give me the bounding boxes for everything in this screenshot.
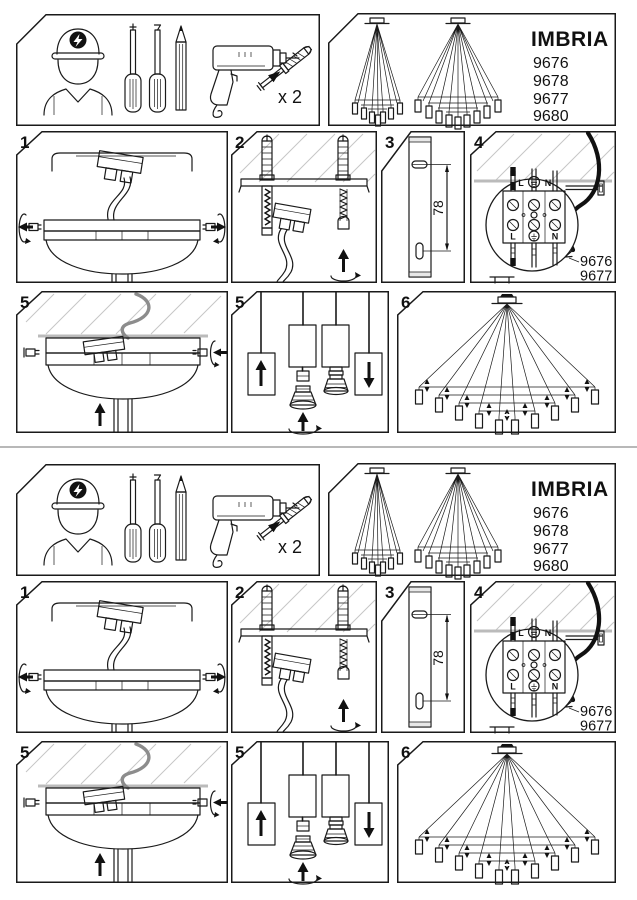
panel-step-2	[231, 581, 377, 733]
step-number: 1	[20, 583, 30, 602]
panel-step-6	[397, 291, 616, 433]
panel-step-2	[231, 131, 377, 283]
brand-title: IMBRIA	[531, 478, 609, 501]
step-number: 5	[235, 293, 245, 312]
panel-step-6	[397, 741, 616, 883]
plug-quantity-label: x 2	[278, 87, 303, 107]
model-number: 9678	[533, 523, 569, 540]
panel-step-1	[16, 131, 228, 283]
neutral-label: N	[551, 681, 559, 692]
step-number: 5	[235, 743, 245, 762]
live-label: L	[510, 231, 516, 242]
step-number: 6	[401, 293, 411, 312]
step-number: 5	[20, 743, 30, 762]
model-number: 9677	[533, 541, 569, 558]
panel-step-3	[381, 131, 465, 283]
model-number: 9677	[580, 268, 613, 285]
live-label: L	[518, 178, 524, 188]
brand-title: IMBRIA	[531, 28, 609, 51]
panel-tools-required	[16, 14, 320, 126]
model-number: 9677	[533, 91, 569, 108]
panel-step-4	[470, 131, 616, 283]
step-number: 3	[385, 133, 395, 152]
panel-product-models	[328, 13, 616, 126]
sheet-divider-line	[0, 446, 637, 448]
model-number: 9676	[533, 55, 569, 72]
panel-step-5b	[231, 741, 389, 883]
model-number: 9676	[580, 254, 613, 270]
model-number: 9680	[533, 108, 569, 125]
neutral-label: N	[544, 178, 552, 188]
panel-step-4	[470, 581, 616, 733]
step-number: 3	[385, 583, 395, 602]
live-label: L	[510, 681, 516, 692]
panel-step-1	[16, 581, 228, 733]
dimension-label: 78	[430, 650, 446, 666]
model-number: 9677	[580, 718, 613, 735]
panel-step-5a	[16, 741, 228, 883]
panel-step-3	[381, 581, 465, 733]
instruction-sheet-top	[0, 8, 637, 443]
panel-step-5a	[16, 291, 228, 433]
step-number: 4	[474, 133, 484, 152]
neutral-label: N	[551, 231, 559, 242]
panel-step-5b	[231, 291, 389, 433]
model-number: 9680	[533, 558, 569, 575]
plug-quantity-label: x 2	[278, 537, 303, 557]
step-number: 6	[401, 743, 411, 762]
instruction-sheet-bottom	[0, 458, 637, 893]
dimension-label: 78	[430, 200, 446, 216]
model-number: 9676	[533, 505, 569, 522]
step-number: 4	[474, 583, 484, 602]
live-label: L	[518, 628, 524, 638]
step-number: 2	[235, 583, 245, 602]
model-number: 9678	[533, 73, 569, 90]
panel-product-models	[328, 463, 616, 576]
step-number: 2	[235, 133, 245, 152]
model-number: 9676	[580, 704, 613, 720]
step-number: 5	[20, 293, 30, 312]
neutral-label: N	[544, 628, 552, 638]
panel-tools-required	[16, 464, 320, 576]
step-number: 1	[20, 133, 30, 152]
